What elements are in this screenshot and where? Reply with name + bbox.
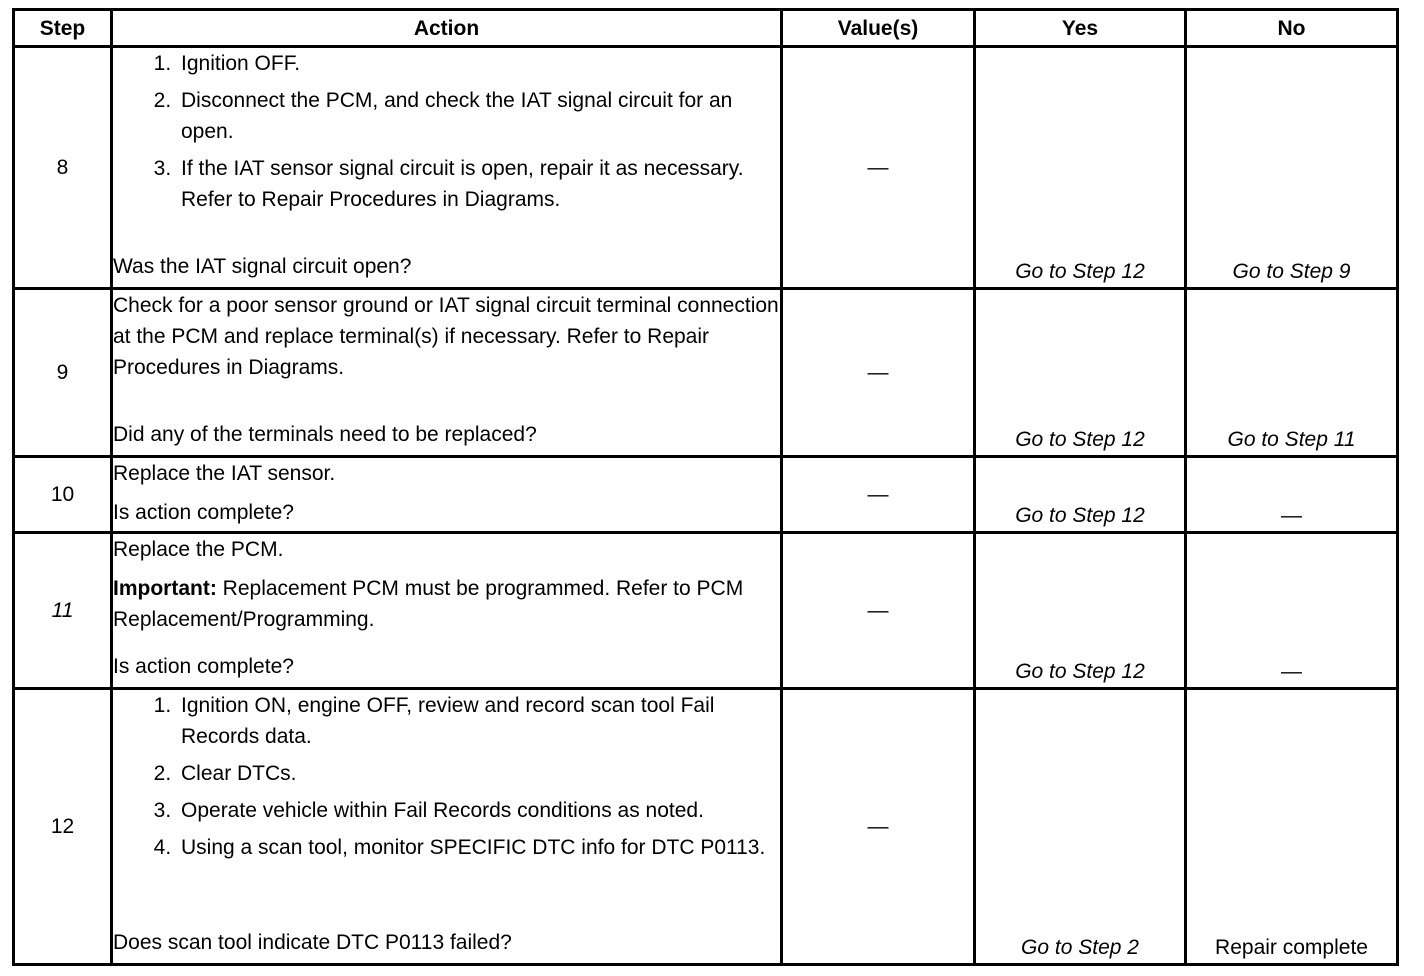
value-cell [782,289,975,457]
yes-link[interactable]: Go to Step 12 [975,47,1186,289]
value-text: — [867,483,889,506]
table-row-step-10 [14,457,1398,533]
value-cell [782,689,975,965]
value-text: — [867,815,889,838]
table-row-step-12 [14,689,1398,965]
action-cell [112,289,782,457]
value-text: — [867,156,889,179]
no-value: Repair complete [1186,689,1398,965]
table-row-step-8 [14,47,1398,289]
step-number: 9 [14,289,112,457]
action-steps [113,690,780,927]
header-yes: Yes [975,10,1186,47]
no-value: — [1186,533,1398,689]
action-text: Check for a poor sensor ground or IAT signal circuit terminal connection at the PCM and replace terminal(s) if necessary. Refer to Repair Procedures in Diagrams. [113,294,779,379]
action-text: Replace the PCM. [113,538,284,561]
action-cell [112,457,782,533]
action-cell [112,689,782,965]
action-question: Is action complete? [113,655,294,678]
action-step-item: 1. Ignition ON, engine OFF, review and record scan tool Fail Records data. [177,690,780,752]
value-cell [782,457,975,533]
header-row [14,10,1398,47]
diagnostic-table [12,8,1399,966]
action-step-item: 1. Ignition OFF. [177,48,780,79]
action-question: Did any of the terminals need to be replaced? [113,423,537,446]
action-step-item: 3. Operate vehicle within Fail Records conditions as noted. [177,795,780,826]
action-step-item: 3. If the IAT sensor signal circuit is open, repair it as necessary. Refer to Repair Procedures in Diagrams. [177,153,780,215]
action-step-item: 2. Disconnect the PCM, and check the IAT signal circuit for an open. [177,85,780,147]
step-number: 12 [14,689,112,965]
step-number: 10 [14,457,112,533]
important-note [113,573,780,643]
action-cell [112,533,782,689]
action-question: Was the IAT signal circuit open? [113,255,412,278]
action-step-item: 2. Clear DTCs. [177,758,780,789]
no-value: — [1186,457,1398,533]
header-no: No [1186,10,1398,47]
important-label: Important: [113,577,217,600]
value-cell [782,47,975,289]
header-action: Action [112,10,782,47]
table-row-step-9 [14,289,1398,457]
header-step: Step [14,10,112,47]
step-number: 8 [14,47,112,289]
value-text: — [867,361,889,384]
action-question: Is action complete? [113,501,294,524]
action-steps [113,48,780,251]
no-link[interactable]: Go to Step 9 [1186,47,1398,289]
header-values: Value(s) [782,10,975,47]
action-cell [112,47,782,289]
important-text: Replacement PCM must be programmed. Refer to PCM Replacement/Programming. [113,577,744,631]
action-step-item: 4. Using a scan tool, monitor SPECIFIC DTC info for DTC P0113. [177,832,780,863]
value-text: — [867,599,889,622]
action-question: Does scan tool indicate DTC P0113 failed? [113,931,512,954]
yes-link[interactable]: Go to Step 2 [975,689,1186,965]
step-number: 11 [14,533,112,689]
table-row-step-11 [14,533,1398,689]
yes-link[interactable]: Go to Step 12 [975,533,1186,689]
no-link[interactable]: Go to Step 11 [1186,289,1398,457]
yes-link[interactable]: Go to Step 12 [975,457,1186,533]
yes-link[interactable]: Go to Step 12 [975,289,1186,457]
value-cell [782,533,975,689]
action-text: Replace the IAT sensor. [113,462,336,485]
